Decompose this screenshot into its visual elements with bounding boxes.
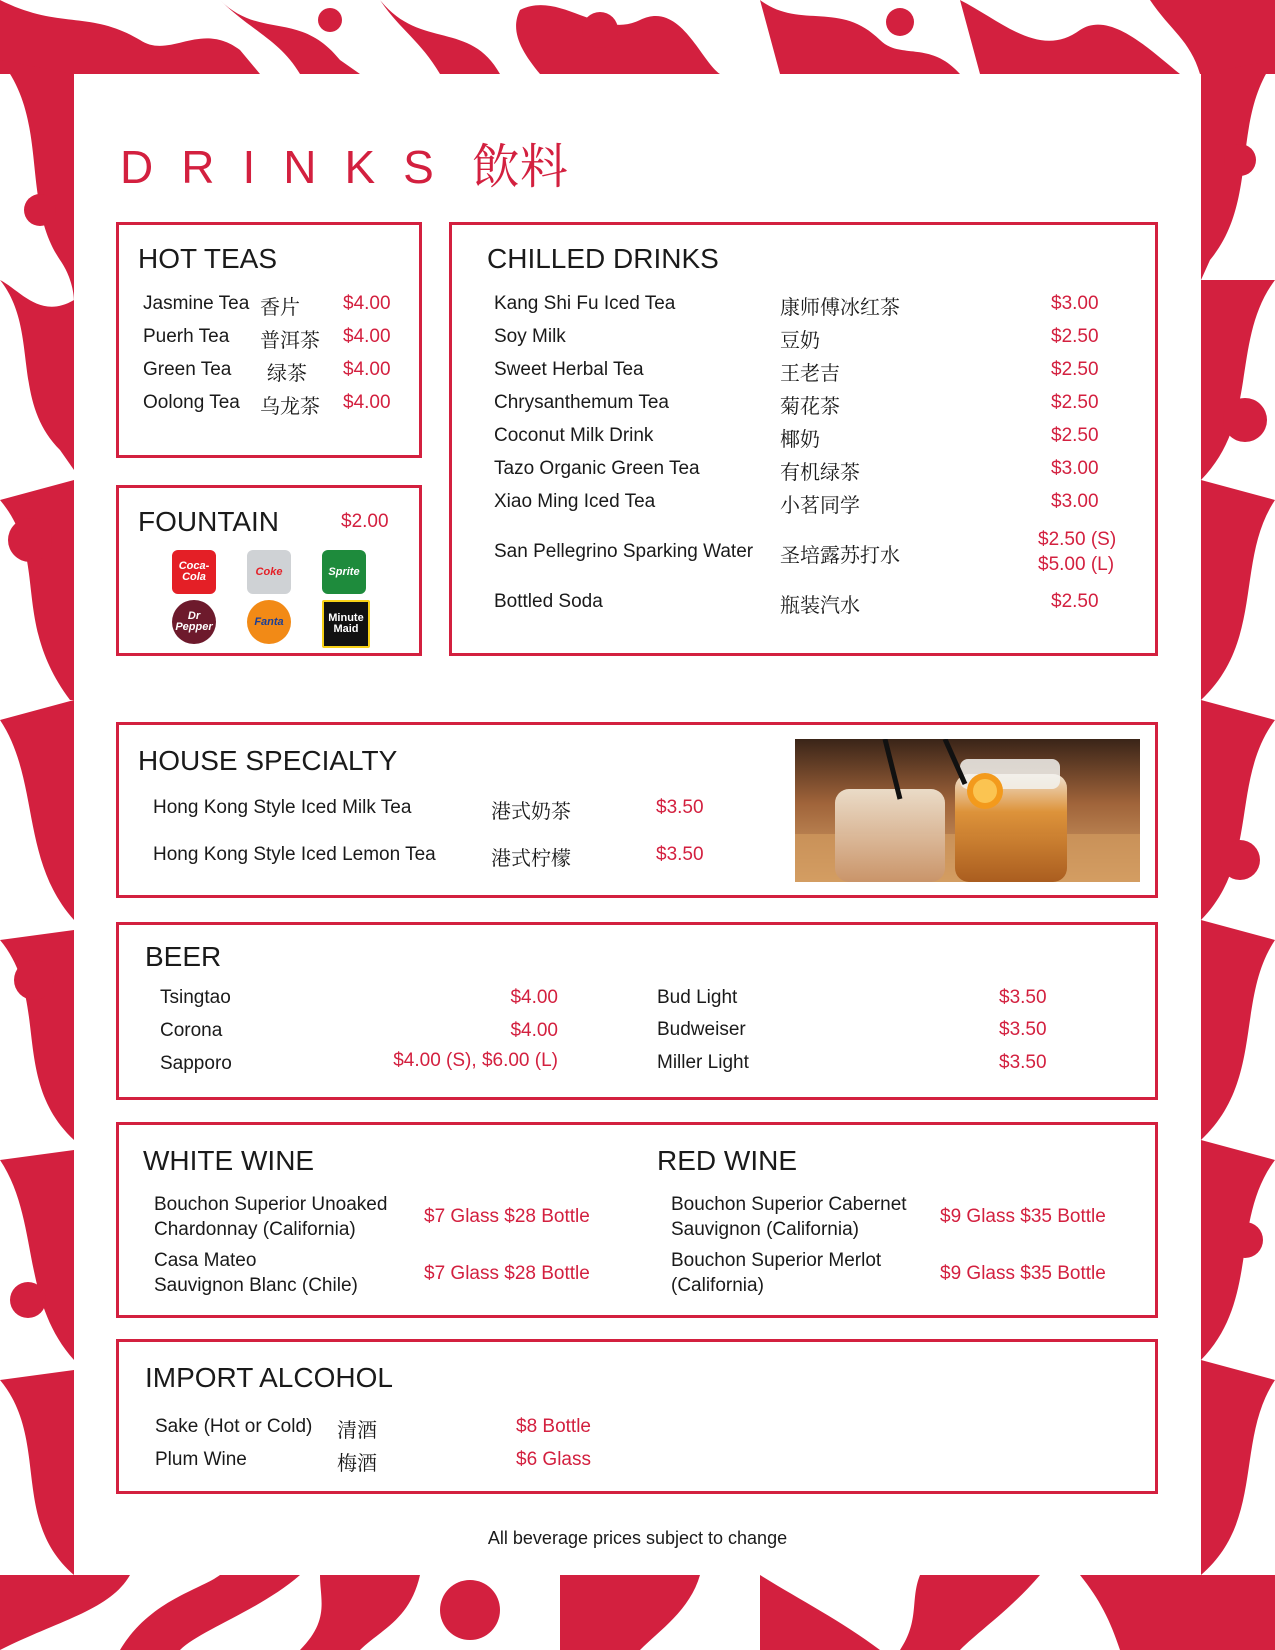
- hot-tea-price: $4.00: [343, 392, 391, 413]
- import-cn: 梅酒: [337, 1451, 377, 1475]
- hot-tea-name: Oolong Tea: [143, 392, 240, 413]
- chilled-cn: 康师傅冰红茶: [780, 295, 900, 319]
- house-name: Hong Kong Style Iced Milk Tea: [153, 797, 412, 818]
- chilled-name: Soy Milk: [494, 326, 566, 347]
- hot-tea-cn: 绿茶: [267, 361, 307, 385]
- price-disclaimer: All beverage prices subject to change: [487, 1528, 788, 1548]
- chilled-name: San Pellegrino Sparking Water: [494, 541, 754, 562]
- hot-tea-cn: 乌龙茶: [260, 394, 320, 418]
- beer-price: $4.00: [510, 987, 558, 1008]
- red-wine-name: Bouchon Superior Merlot: [671, 1250, 882, 1271]
- minute-maid-logo: Minute Maid: [322, 600, 370, 648]
- chilled-cn: 圣培露苏打水: [780, 543, 900, 567]
- chilled-cn: 瓶装汽水: [780, 593, 860, 617]
- import-alcohol-title: IMPORT ALCOHOL: [145, 1362, 393, 1393]
- chilled-cn: 椰奶: [780, 427, 820, 451]
- import-name: Sake (Hot or Cold): [155, 1416, 313, 1437]
- fanta-logo: Fanta: [247, 600, 291, 644]
- hot-tea-price: $4.00: [343, 293, 391, 314]
- page-title-cn: 飲料: [471, 139, 568, 195]
- red-wine-price: $9 Glass $35 Bottle: [940, 1206, 1106, 1227]
- beer-price: $3.50: [999, 1052, 1047, 1073]
- import-price: $8 Bottle: [516, 1416, 591, 1437]
- fountain-title: FOUNTAIN: [138, 506, 280, 537]
- sprite-logo: Sprite: [322, 550, 366, 594]
- chilled-cn: 菊花茶: [780, 394, 840, 418]
- white-wine-origin: Chardonnay (California): [154, 1219, 356, 1240]
- beer-name: Bud Light: [657, 987, 738, 1008]
- house-specialty-section: [116, 722, 1158, 898]
- white-wine-origin: Sauvignon Blanc (Chile): [154, 1275, 358, 1296]
- iced-drinks-photo: [795, 739, 1140, 882]
- chilled-name: Kang Shi Fu Iced Tea: [494, 293, 676, 314]
- house-name: Hong Kong Style Iced Lemon Tea: [153, 844, 436, 865]
- white-wine-price: $7 Glass $28 Bottle: [424, 1263, 590, 1284]
- fountain-price: $2.00: [341, 511, 389, 532]
- page-title: [120, 128, 568, 197]
- red-wine-title: RED WINE: [657, 1145, 797, 1176]
- red-wine-origin: (California): [671, 1275, 764, 1296]
- chilled-drinks-title: CHILLED DRINKS: [487, 243, 719, 274]
- chilled-name: Tazo Organic Green Tea: [494, 458, 700, 479]
- beer-name: Corona: [160, 1020, 223, 1041]
- chilled-price: $3.00: [1051, 491, 1099, 512]
- chilled-name: Chrysanthemum Tea: [494, 392, 669, 413]
- house-price: $3.50: [656, 797, 704, 818]
- hot-teas-section: [116, 222, 422, 458]
- hot-tea-name: Jasmine Tea: [143, 293, 250, 314]
- beer-price: $3.50: [999, 987, 1047, 1008]
- hot-tea-price: $4.00: [343, 359, 391, 380]
- fountain-section: [116, 485, 422, 656]
- chilled-price: $2.50 (S): [1038, 529, 1117, 550]
- house-cn: 港式柠檬: [491, 846, 571, 870]
- page-title-en: DRINKS: [120, 141, 462, 193]
- chilled-name: Bottled Soda: [494, 591, 603, 612]
- hot-tea-price: $4.00: [343, 326, 391, 347]
- chilled-drinks-section: [449, 222, 1158, 656]
- hot-tea-name: Puerh Tea: [143, 326, 230, 347]
- white-wine-name: Casa Mateo: [154, 1250, 257, 1271]
- house-specialty-title: HOUSE SPECIALTY: [138, 745, 398, 776]
- chilled-price: $3.00: [1051, 293, 1099, 314]
- chilled-price-large: $5.00 (L): [1038, 554, 1115, 575]
- chilled-cn: 豆奶: [780, 328, 820, 352]
- red-wine-origin: Sauvignon (California): [671, 1219, 859, 1240]
- diet-coke-logo: Coke: [247, 550, 291, 594]
- chilled-name: Xiao Ming Iced Tea: [494, 491, 656, 512]
- chilled-cn: 王老吉: [780, 361, 840, 385]
- chilled-price: $2.50: [1051, 392, 1099, 413]
- hot-tea-cn: 香片: [260, 295, 300, 319]
- beer-title: BEER: [145, 941, 222, 972]
- red-wine-name: Bouchon Superior Cabernet: [671, 1194, 907, 1215]
- red-wine-price: $9 Glass $35 Bottle: [940, 1263, 1106, 1284]
- white-wine-name: Bouchon Superior Unoaked: [154, 1194, 388, 1215]
- import-name: Plum Wine: [155, 1449, 247, 1470]
- chilled-price: $2.50: [1051, 359, 1099, 380]
- beer-name: Tsingtao: [160, 987, 231, 1008]
- house-price: $3.50: [656, 844, 704, 865]
- beer-name: Budweiser: [657, 1019, 746, 1040]
- hot-tea-cn: 普洱茶: [260, 328, 320, 352]
- import-price: $6 Glass: [516, 1449, 591, 1470]
- chilled-price: $3.00: [1051, 458, 1099, 479]
- beer-price: $3.50: [999, 1019, 1047, 1040]
- white-wine-title: WHITE WINE: [143, 1145, 315, 1176]
- import-alcohol-section: [116, 1339, 1158, 1494]
- beer-price: $4.00: [510, 1020, 558, 1041]
- hot-tea-name: Green Tea: [143, 359, 232, 380]
- white-wine-price: $7 Glass $28 Bottle: [424, 1206, 590, 1227]
- house-cn: 港式奶茶: [491, 799, 571, 823]
- chilled-cn: 小茗同学: [780, 493, 860, 517]
- beer-name: Miller Light: [657, 1052, 749, 1073]
- wine-section: [116, 1122, 1158, 1318]
- beer-section: [116, 922, 1158, 1100]
- import-cn: 清酒: [337, 1418, 377, 1442]
- chilled-price: $2.50: [1051, 591, 1099, 612]
- chilled-cn: 有机绿茶: [780, 460, 860, 484]
- coca-cola-logo: Coca-Cola: [172, 550, 216, 594]
- chilled-price: $2.50: [1051, 326, 1099, 347]
- chilled-name: Coconut Milk Drink: [494, 425, 654, 446]
- beer-price: $4.00 (S), $6.00 (L): [393, 1050, 558, 1071]
- chilled-name: Sweet Herbal Tea: [494, 359, 644, 380]
- hot-teas-title: HOT TEAS: [138, 243, 278, 274]
- chilled-price: $2.50: [1051, 425, 1099, 446]
- beer-name: Sapporo: [160, 1053, 232, 1074]
- dr-pepper-logo: Dr Pepper: [172, 600, 216, 644]
